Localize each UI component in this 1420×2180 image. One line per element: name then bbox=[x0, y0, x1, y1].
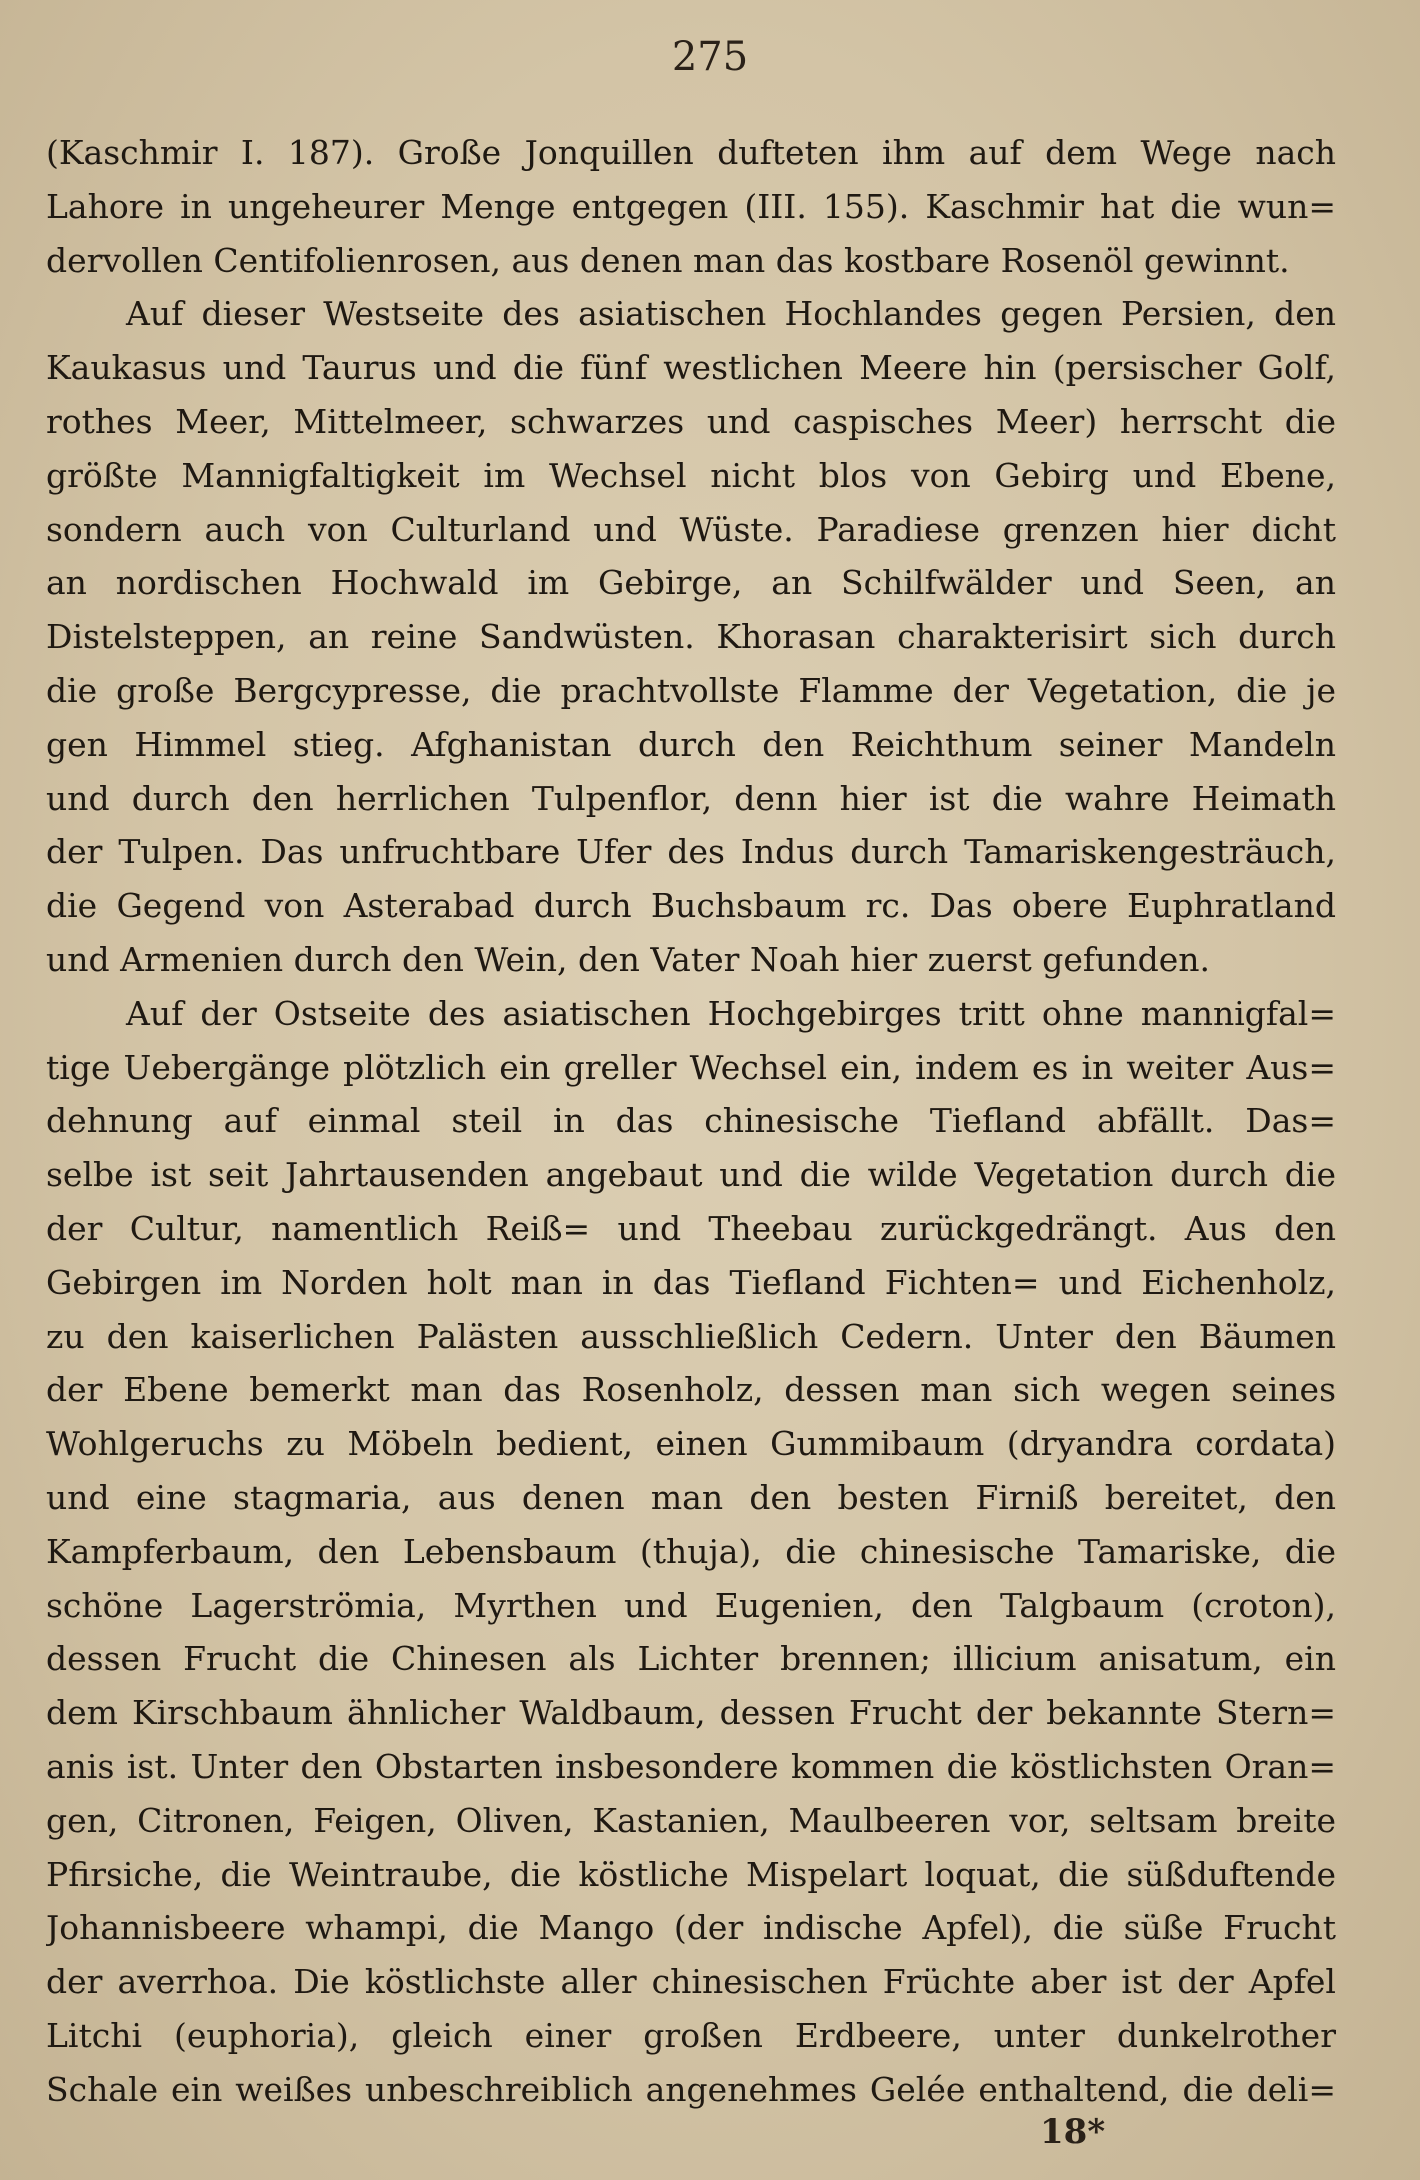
text-line: Distelsteppen, an reine Sandwüsten. Khorasan charakterisirt sich durch bbox=[46, 617, 1336, 657]
text-line: dervollen Centifolienrosen, aus denen man das kostbare Rosenöl gewinnt. bbox=[46, 240, 1290, 280]
text-line: (Kaschmir I. 187). Große Jonquillen dufteten ihm auf dem Wege nach bbox=[46, 133, 1336, 172]
text-line: selbe ist seit Jahrtausenden angebaut und die wilde Vegetation durch die bbox=[46, 1155, 1336, 1195]
text-line: der Tulpen. Das unfruchtbare Ufer des Indus durch Tamariskengesträuch, bbox=[46, 832, 1336, 872]
text-line: der Cultur, namentlich Reiß= und Theebau zurückgedrängt. Aus den bbox=[46, 1208, 1336, 1248]
text-line: Auf dieser Westseite des asiatischen Hochlandes gegen Persien, den bbox=[126, 294, 1336, 334]
text-line: Schale ein weißes unbeschreiblich angenehmes Gelée enthaltend, die deli= bbox=[46, 2069, 1336, 2109]
text-line: schöne Lagerströmia, Myrthen und Eugenien, den Talgbaum (croton), bbox=[46, 1585, 1336, 1625]
text-line: und durch den herrlichen Tulpenflor, denn hier ist die wahre Heimath bbox=[46, 778, 1336, 818]
text-line: sondern auch von Culturland und Wüste. Paradiese grenzen hier dicht bbox=[46, 509, 1336, 549]
signature-mark: 18* bbox=[1040, 2112, 1106, 2152]
text-line: gen, Citronen, Feigen, Oliven, Kastanien, Maulbeeren vor, seltsam breite bbox=[46, 1800, 1336, 1840]
text-line: Gebirgen im Norden holt man in das Tiefland Fichten= und Eichenholz, bbox=[46, 1262, 1336, 1302]
text-line: dessen Frucht die Chinesen als Lichter brennen; illicium anisatum, ein bbox=[46, 1639, 1336, 1679]
text-line: und eine stagmaria, aus denen man den besten Firniß bereitet, den bbox=[46, 1477, 1336, 1517]
text-line: dehnung auf einmal steil in das chinesische Tiefland abfällt. Das= bbox=[46, 1101, 1336, 1141]
text-line: dem Kirschbaum ähnlicher Waldbaum, dessen Frucht der bekannte Stern= bbox=[46, 1693, 1336, 1733]
text-line: die Gegend von Asterabad durch Buchsbaum rc. Das obere Euphratland bbox=[46, 886, 1336, 926]
page-number: 275 bbox=[671, 34, 749, 80]
text-line: Pfirsiche, die Weintraube, die köstliche Mispelart loquat, die süßduftende bbox=[46, 1854, 1336, 1894]
text-line: und Armenien durch den Wein, den Vater Noah hier zuerst gefunden. bbox=[46, 939, 1211, 979]
text-line: anis ist. Unter den Obstarten insbesondere kommen die köstlichsten Oran= bbox=[46, 1746, 1336, 1786]
text-line: Kaukasus und Taurus und die fünf westlichen Meere hin (persischer Golf, bbox=[46, 348, 1336, 388]
text-line: Wohlgeruchs zu Möbeln bedient, einen Gummibaum (dryandra cordata) bbox=[46, 1424, 1336, 1464]
text-line: größte Mannigfaltigkeit im Wechsel nicht blos von Gebirg und Ebene, bbox=[46, 455, 1336, 495]
text-line: Lahore in ungeheurer Menge entgegen (III. 155). Kaschmir hat die wun= bbox=[46, 186, 1336, 226]
text-line: der averrhoa. Die köstlichste aller chinesischen Früchte aber ist der Apfel bbox=[46, 1962, 1336, 2002]
text-line: Auf der Ostseite des asiatischen Hochgebirges tritt ohne mannigfal= bbox=[126, 993, 1336, 1033]
text-line: zu den kaiserlichen Palästen ausschließlich Cedern. Unter den Bäumen bbox=[46, 1316, 1336, 1356]
text-line: gen Himmel stieg. Afghanistan durch den Reichthum seiner Mandeln bbox=[46, 724, 1336, 764]
text-line: Johannisbeere whampi, die Mango (der indische Apfel), die süße Frucht bbox=[46, 1908, 1336, 1948]
text-line: an nordischen Hochwald im Gebirge, an Schilfwälder und Seen, an bbox=[46, 563, 1336, 603]
text-line: die große Bergcypresse, die prachtvollste Flamme der Vegetation, die je bbox=[46, 670, 1336, 710]
text-line: der Ebene bemerkt man das Rosenholz, dessen man sich wegen seines bbox=[46, 1370, 1336, 1410]
text-line: Kampferbaum, den Lebensbaum (thuja), die chinesische Tamariske, die bbox=[46, 1531, 1336, 1571]
body-text bbox=[46, 126, 1336, 2116]
text-line: rothes Meer, Mittelmeer, schwarzes und caspisches Meer) herrscht die bbox=[46, 401, 1336, 441]
text-line: tige Uebergänge plötzlich ein greller Wechsel ein, indem es in weiter Aus= bbox=[46, 1047, 1336, 1087]
text-line: Litchi (euphoria), gleich einer großen Erdbeere, unter dunkelrother bbox=[46, 2015, 1336, 2055]
